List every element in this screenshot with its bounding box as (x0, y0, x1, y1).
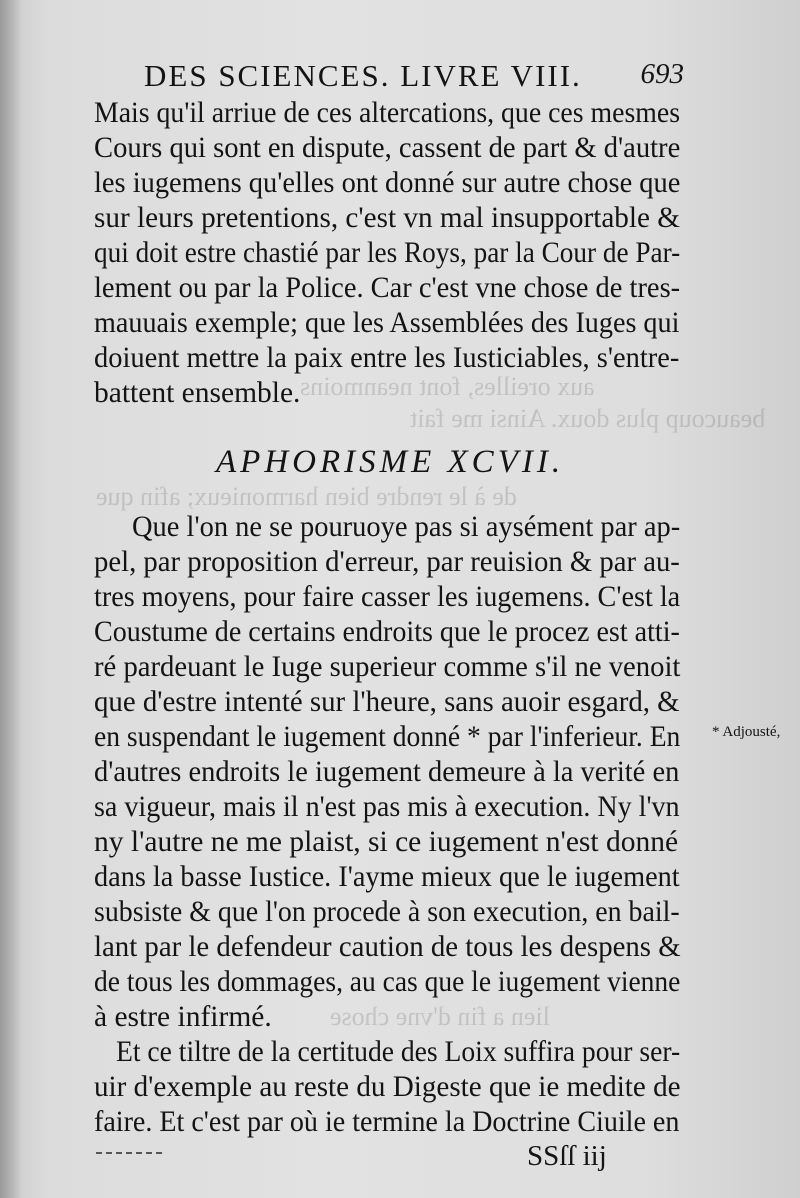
margin-note: * Adjousté, (712, 724, 781, 740)
page-number: 693 (640, 58, 684, 90)
text-line: dans la basse Iustice. I'ayme mieux que le iugement (94, 861, 680, 893)
aphorism-heading: APHORISME XCVII. (216, 444, 565, 480)
text-line: Coustume de certains endroits que le procez est atti- (94, 616, 680, 648)
text-line: doiuent mettre la paix entre les Iusticiables, s'entre- (94, 342, 680, 374)
text-line: à estre infirmé. (94, 1001, 272, 1033)
page-header (144, 58, 684, 98)
text-line: subsiste & que l'on procede à son execution, en bail- (94, 896, 680, 928)
text-line: pel, par proposition d'erreur, par reuision & par au- (94, 546, 680, 578)
text-line: mauuais exemple; que les Assemblées des Iuges qui (94, 307, 680, 339)
text-line: faire. Et c'est par où ie termine la Doctrine Ciuile en (94, 1106, 680, 1138)
text-line: d'autres endroits le iugement demeure à la verité en (94, 756, 680, 788)
text-line: battent ensemble. (94, 377, 301, 409)
signature-mark: SSſſ iij (527, 1140, 607, 1172)
show-through: aux oreilles, font neanmoins (300, 372, 595, 401)
text-line: sur leurs pretentions, c'est vn mal insupportable & (94, 202, 681, 234)
text-line: de tous les dommages, au cas que le iugement vienne (94, 966, 681, 998)
text-line: qui doit estre chastié par les Roys, par la Cour de Par- (94, 237, 681, 269)
show-through: lien a fin d'vne chose (330, 1002, 550, 1031)
text-line: Cours qui sont en dispute, cassent de part & d'autre (94, 132, 681, 164)
catchword-rule (96, 1152, 162, 1154)
text-line: les iugemens qu'elles ont donné sur autre chose que (94, 167, 681, 199)
text-line: Que l'on ne se pouruoye pas si aysément par ap- (132, 511, 681, 543)
text-line: tres moyens, pour faire casser les iugemens. C'est la (94, 581, 681, 613)
text-line: ré pardeuant le Iuge superieur comme s'il ne venoit (94, 651, 681, 683)
text-line: lement ou par la Police. Car c'est vne chose de tres- (94, 272, 681, 304)
text-line: ny l'autre ne me plaist, si ce iugement n'est donné (94, 826, 679, 858)
text-line: que d'estre intenté sur l'heure, sans auoir esgard, & (94, 686, 680, 718)
gutter-shadow (0, 0, 22, 1198)
text-line: en suspendant le iugement donné * par l'inferieur. En (94, 721, 681, 753)
text-line: Mais qu'il arriue de ces altercations, que ces mesmes (94, 97, 681, 129)
text-line: sa vigueur, mais il n'est pas mis à execution. Ny l'vn (94, 791, 680, 823)
text-line: lant par le defendeur caution de tous les despens & (94, 931, 681, 963)
text-line: uir d'exemple au reste du Digeste que ie medite de (94, 1071, 681, 1103)
text-line: Et ce tiltre de la certitude des Loix suffira pour ser- (116, 1036, 681, 1068)
running-head: DES SCIENCES. LIVRE VIII. (144, 58, 582, 93)
show-through: de à le rendre bien harmonieux; afin que (96, 482, 517, 511)
show-through: beaucoup plus doux. Ainsi me fait (410, 404, 766, 433)
